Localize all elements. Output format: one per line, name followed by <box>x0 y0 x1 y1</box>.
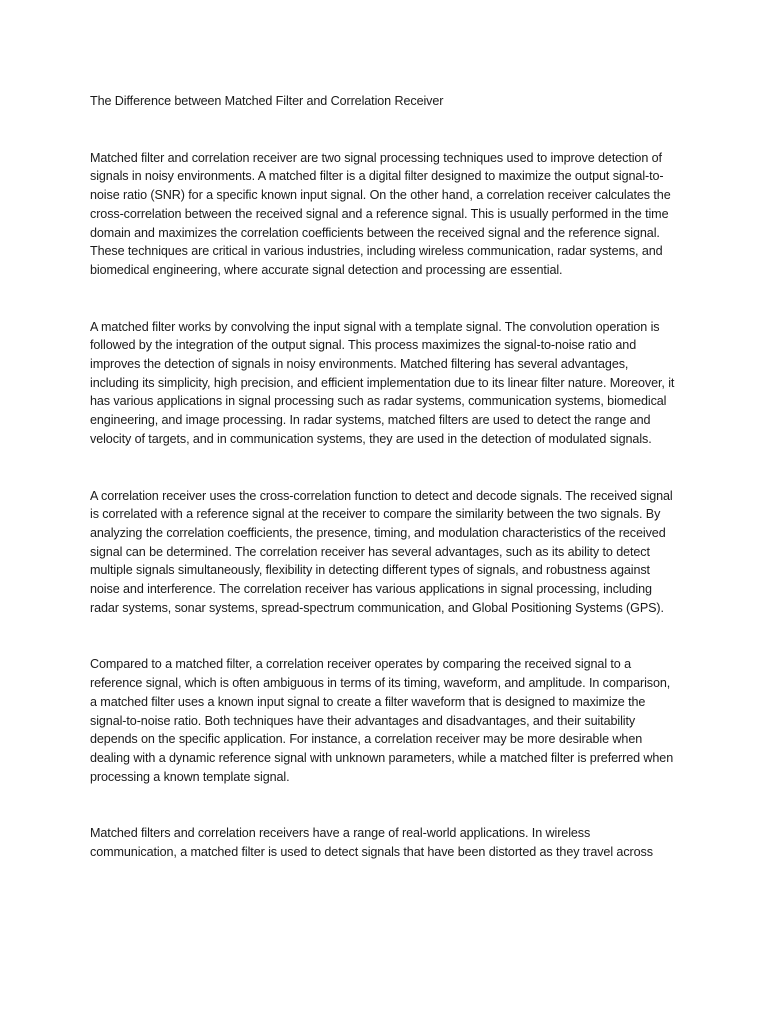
paragraph-matched-filter: A matched filter works by convolving the input signal with a template signal. The convolution operation is followed by the integration of the output signal. This process maximizes the signal-to-noise ratio and improves the detection of signals in noisy environments. Matched filtering has several advantages, including its simplicity, high precision, and efficient implementation due to its linear filter nature. Moreover, it has various applications in signal processing such as radar systems, communication systems, biomedical engineering, and image processing. In radar systems, matched filters are used to detect the range and velocity of targets, and in communication systems, they are used in the detection of modulated signals. <box>90 319 675 446</box>
document-body <box>90 92 680 900</box>
paragraph-intro: Matched filter and correlation receiver are two signal processing techniques used to improve detection of signals in noisy environments. A matched filter is a digital filter designed to maximize the output signal-to-noise ratio (SNR) for a specific known input signal. On the other hand, a correlation receiver calculates the cross-correlation between the received signal and a reference signal. This is usually performed in the time domain and maximizes the correlation coefficients between the received signal and the reference signal. These techniques are critical in various industries, including wireless communication, radar systems, and biomedical engineering, where accurate signal detection and processing are essential. <box>90 150 671 277</box>
paragraph-correlation-receiver: A correlation receiver uses the cross-correlation function to detect and decode signals. The received signal is correlated with a reference signal at the receiver to compare the similarity between the two signals. By analyzing the correlation coefficients, the presence, timing, and modulation characteristics of the received signal can be determined. The correlation receiver has several advantages, such as its ability to detect multiple signals simultaneously, flexibility in detecting different types of signals, and robustness against noise and interference. The correlation receiver has various applications in signal processing, including radar systems, sonar systems, spread-spectrum communication, and Global Positioning Systems (GPS). <box>90 488 673 615</box>
paragraph-comparison: Compared to a matched filter, a correlation receiver operates by comparing the received signal to a reference signal, which is often ambiguous in terms of its timing, waveform, and amplitude. In comparison, a matched filter uses a known input signal to create a filter waveform that is designed to maximize the signal-to-noise ratio. Both techniques have their advantages and disadvantages, and their suitability depends on the specific application. For instance, a correlation receiver may be more desirable when dealing with a dynamic reference signal with unknown parameters, while a matched filter is preferred when processing a known template signal. <box>90 657 674 784</box>
paragraph-applications: Matched filters and correlation receivers have a range of real-world applications. In wireless communication, a matched filter is used to detect signals that have been distorted as they travel across <box>90 826 653 860</box>
document-title: The Difference between Matched Filter and Correlation Receiver <box>90 94 444 108</box>
